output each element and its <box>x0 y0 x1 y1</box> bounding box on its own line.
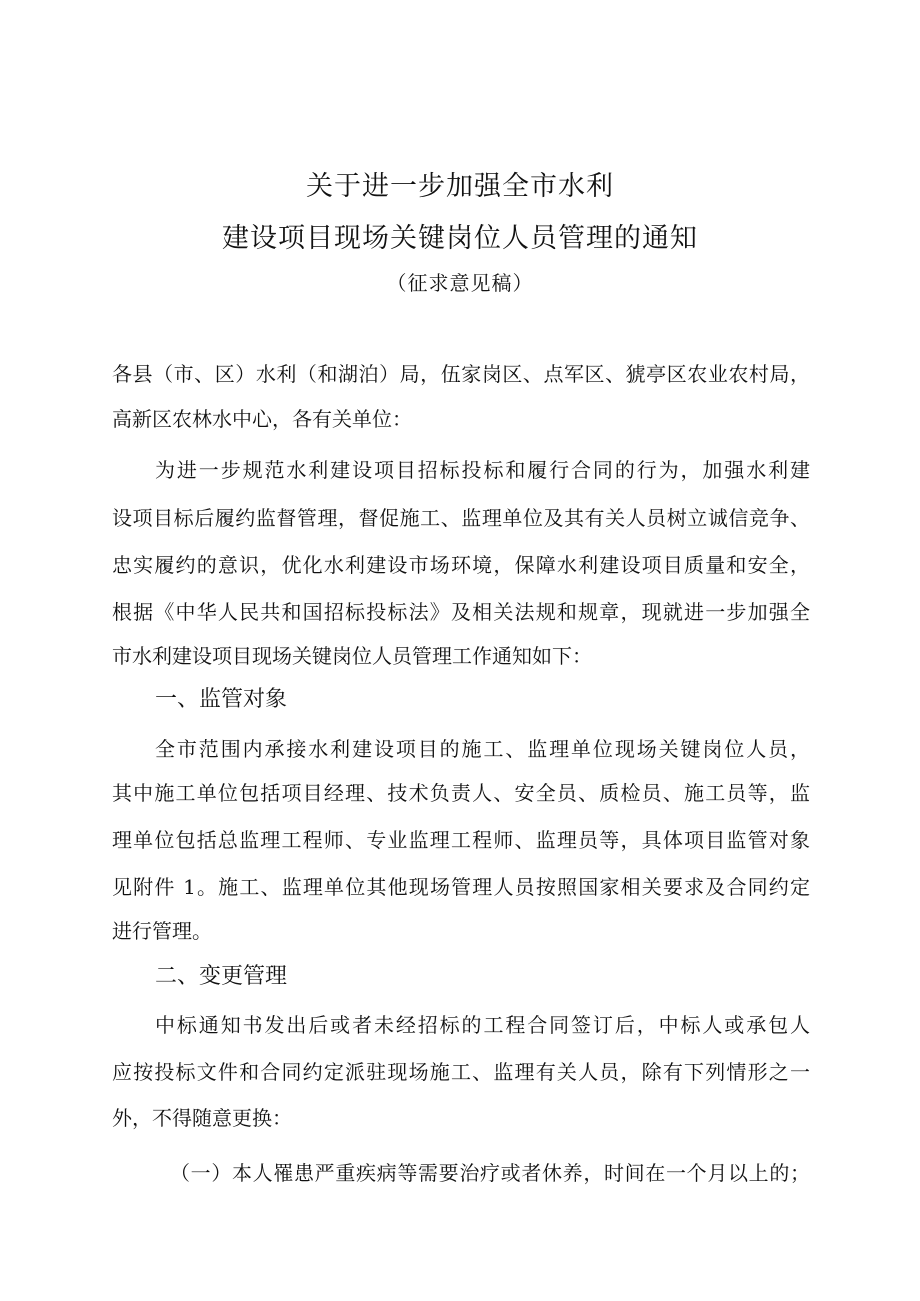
intro-line-2: 设项目标后履约监督管理，督促施工、监理单位及其有关人员树立诚信竞争、 <box>112 506 810 530</box>
document-title-line-2: 建设项目现场关键岗位人员管理的通知 <box>222 223 698 254</box>
section-1-line-1: 全市范围内承接水利建设项目的施工、监理单位现场关键岗位人员， <box>155 737 810 761</box>
section-2-line-2: 应按投标文件和合同约定派驻现场施工、监理有关人员，除有下列情形之一 <box>112 1060 810 1084</box>
section-1-line-2: 其中施工单位包括项目经理、技术负责人、安全员、质检员、施工员等，监 <box>112 781 810 805</box>
section-1-line-3: 理单位包括总监理工程师、专业监理工程师、监理员等，具体项目监管对象 <box>112 828 810 852</box>
section-2-line-3: 外，不得随意更换： <box>112 1106 292 1130</box>
section-2-item-1: （一）本人罹患严重疾病等需要治疗或者休养，时间在一个月以上的； <box>170 1161 810 1185</box>
section-1-line-4: 见附件 1。施工、监理单位其他现场管理人员按照国家相关要求及合同约定 <box>112 875 810 899</box>
intro-line-4: 根据《中华人民共和国招标投标法》及相关法规和规章，现就进一步加强全 <box>112 600 810 624</box>
section-2-line-1: 中标通知书发出后或者未经招标的工程合同签订后，中标人或承包人 <box>155 1013 810 1037</box>
intro-line-3: 忠实履约的意识，优化水利建设市场环境，保障水利建设项目质量和安全， <box>112 553 810 577</box>
addressee-line-2: 高新区农林水中心，各有关单位： <box>112 407 412 431</box>
intro-line-1: 为进一步规范水利建设项目招标投标和履行合同的行为，加强水利建 <box>155 458 810 482</box>
document-subtitle: （征求意见稿） <box>386 271 534 295</box>
section-2-heading: 二、变更管理 <box>155 964 288 989</box>
addressee-line-1: 各县（市、区）水利（和湖泊）局，伍家岗区、点军区、猇亭区农业农村局， <box>112 362 810 386</box>
section-1-heading: 一、监管对象 <box>155 687 288 712</box>
document-title-line-1: 关于进一步加强全市水利 <box>306 171 614 202</box>
section-1-line-5: 进行管理。 <box>112 919 212 943</box>
intro-line-5: 市水利建设项目现场关键岗位人员管理工作通知如下： <box>112 644 592 668</box>
